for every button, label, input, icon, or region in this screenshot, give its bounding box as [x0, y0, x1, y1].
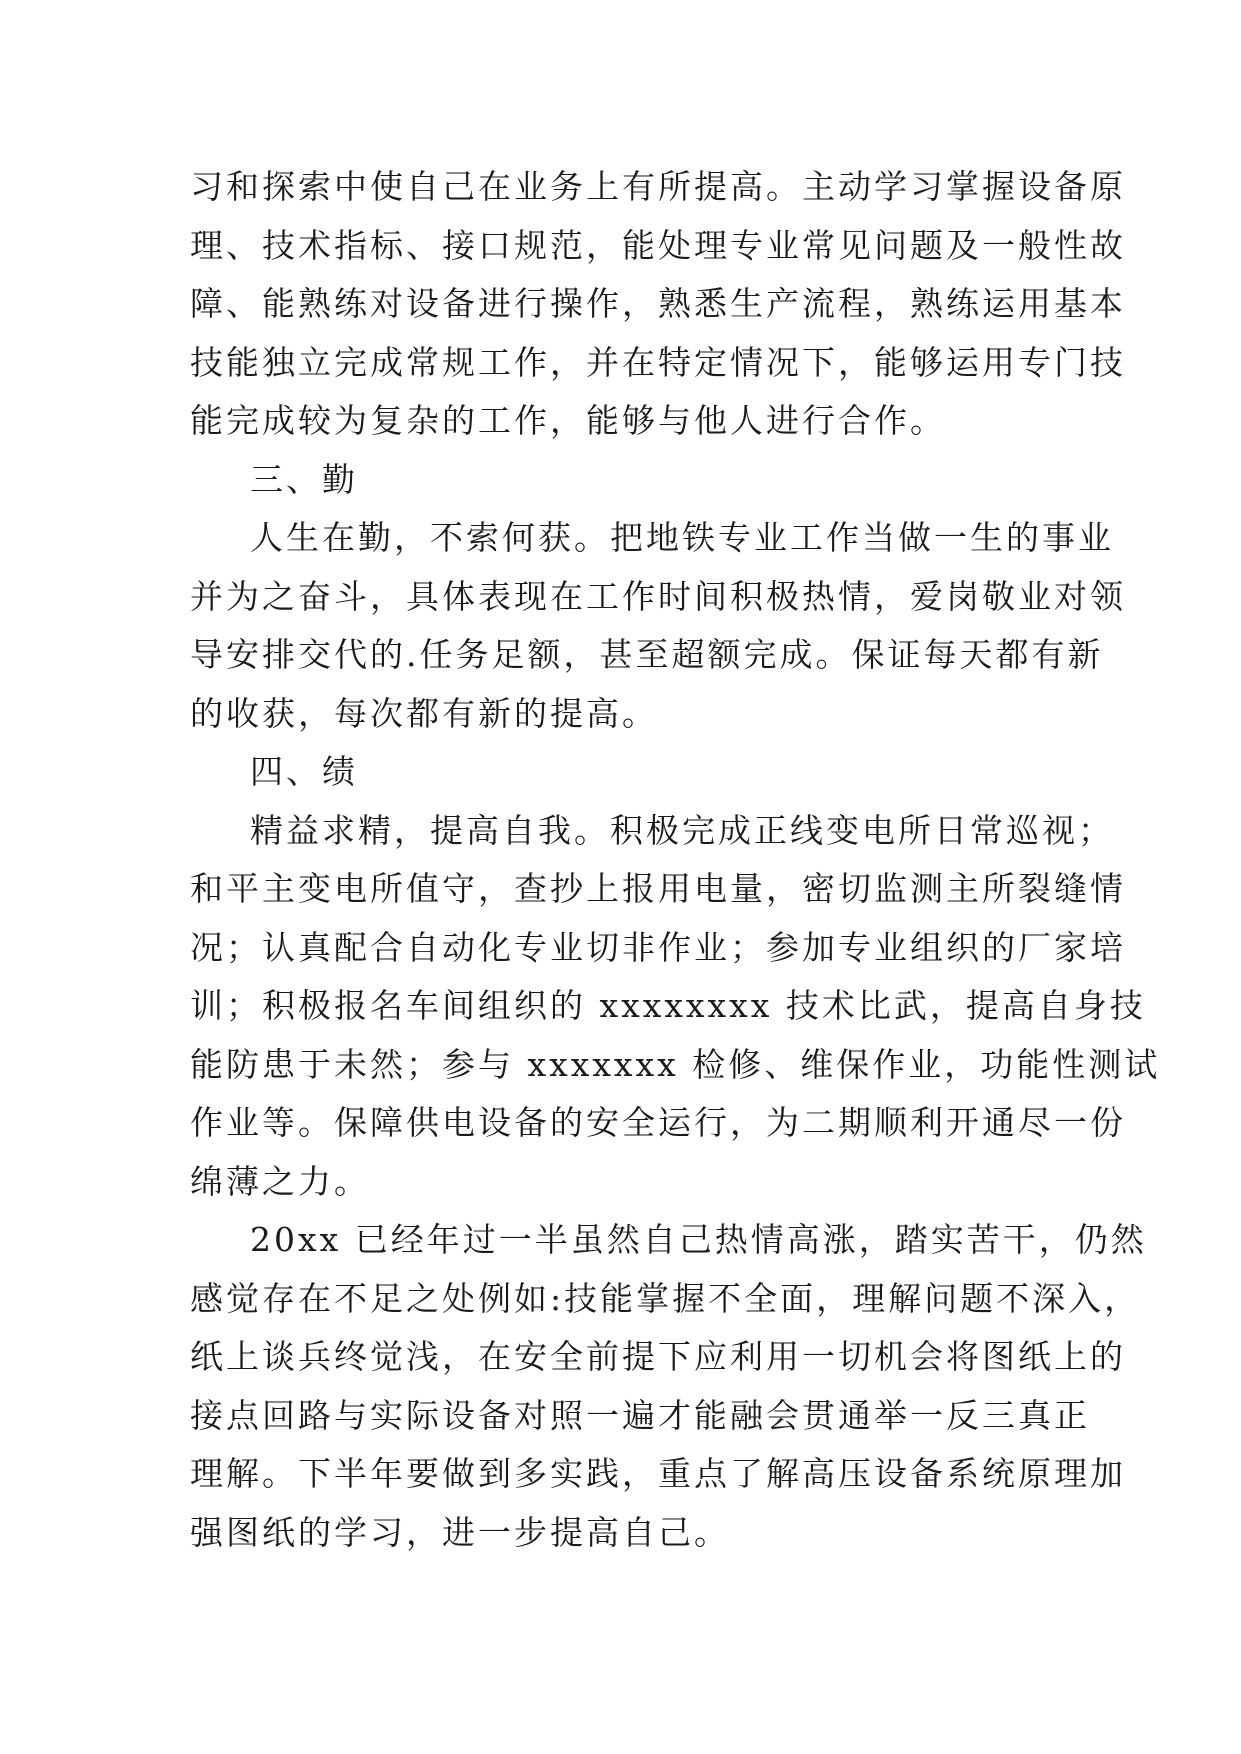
paragraph-line: 理、技术指标、接口规范，能处理专业常见问题及一般性故	[190, 225, 1126, 265]
paragraph-line: 技能独立完成常规工作，并在特定情况下，能够运用专门技	[190, 342, 1126, 382]
paragraph-line: 理解。下半年要做到多实践，重点了解高压设备系统原理加	[190, 1454, 1126, 1493]
paragraph-line: 感觉存在不足之处例如:技能掌握不全面，理解问题不深入，	[190, 1278, 1141, 1318]
section-heading: 四、绩	[250, 752, 358, 791]
section-heading: 三、勤	[250, 459, 358, 499]
document-body	[190, 158, 1161, 1562]
paragraph-line: 强图纸的学习，进一步提高自己。	[190, 1512, 730, 1552]
paragraph-line: 纸上谈兵终觉浅，在安全前提下应利用一切机会将图纸上的	[190, 1337, 1126, 1376]
paragraph-line: 和平主变电所值守，查抄上报用电量，密切监测主所裂缝情	[190, 869, 1126, 908]
paragraph-line: 习和探索中使自己在业务上有所提高。主动学习掌握设备原	[190, 167, 1126, 206]
paragraph-line: 绵薄之力。	[190, 1161, 370, 1201]
paragraph-line: 的收获，每次都有新的提高。	[190, 693, 658, 733]
paragraph-line: 精益求精，提高自我。积极完成正线变电所日常巡视；	[250, 810, 1114, 850]
paragraph-line: 接点回路与实际设备对照一遍才能融会贯通举一反三真正	[190, 1395, 1090, 1435]
paragraph-line: 训；积极报名车间组织的 xxxxxxxx 技术比武，提高自身技	[190, 986, 1146, 1025]
paragraph-line: 20xx 已经年过一半虽然自己热情高涨，踏实苦干，仍然	[250, 1220, 1147, 1259]
paragraph-line: 导安排交代的.任务足额，甚至超额完成。保证每天都有新	[190, 635, 1104, 674]
paragraph-line: 人生在勤，不索何获。把地铁专业工作当做一生的事业	[250, 518, 1114, 557]
paragraph-line: 作业等。保障供电设备的安全运行，为二期顺利开通尽一份	[190, 1103, 1126, 1142]
paragraph-line: 障、能熟练对设备进行操作，熟悉生产流程，熟练运用基本	[190, 284, 1126, 323]
paragraph-line: 并为之奋斗，具体表现在工作时间积极热情，爱岗敬业对领	[190, 576, 1126, 616]
paragraph-line: 能完成较为复杂的工作，能够与他人进行合作。	[190, 401, 946, 440]
paragraph-line: 能防患于未然；参与 xxxxxxx 检修、维保作业，功能性测试	[190, 1044, 1161, 1084]
paragraph-line: 况；认真配合自动化专业切非作业；参加专业组织的厂家培	[190, 927, 1126, 967]
